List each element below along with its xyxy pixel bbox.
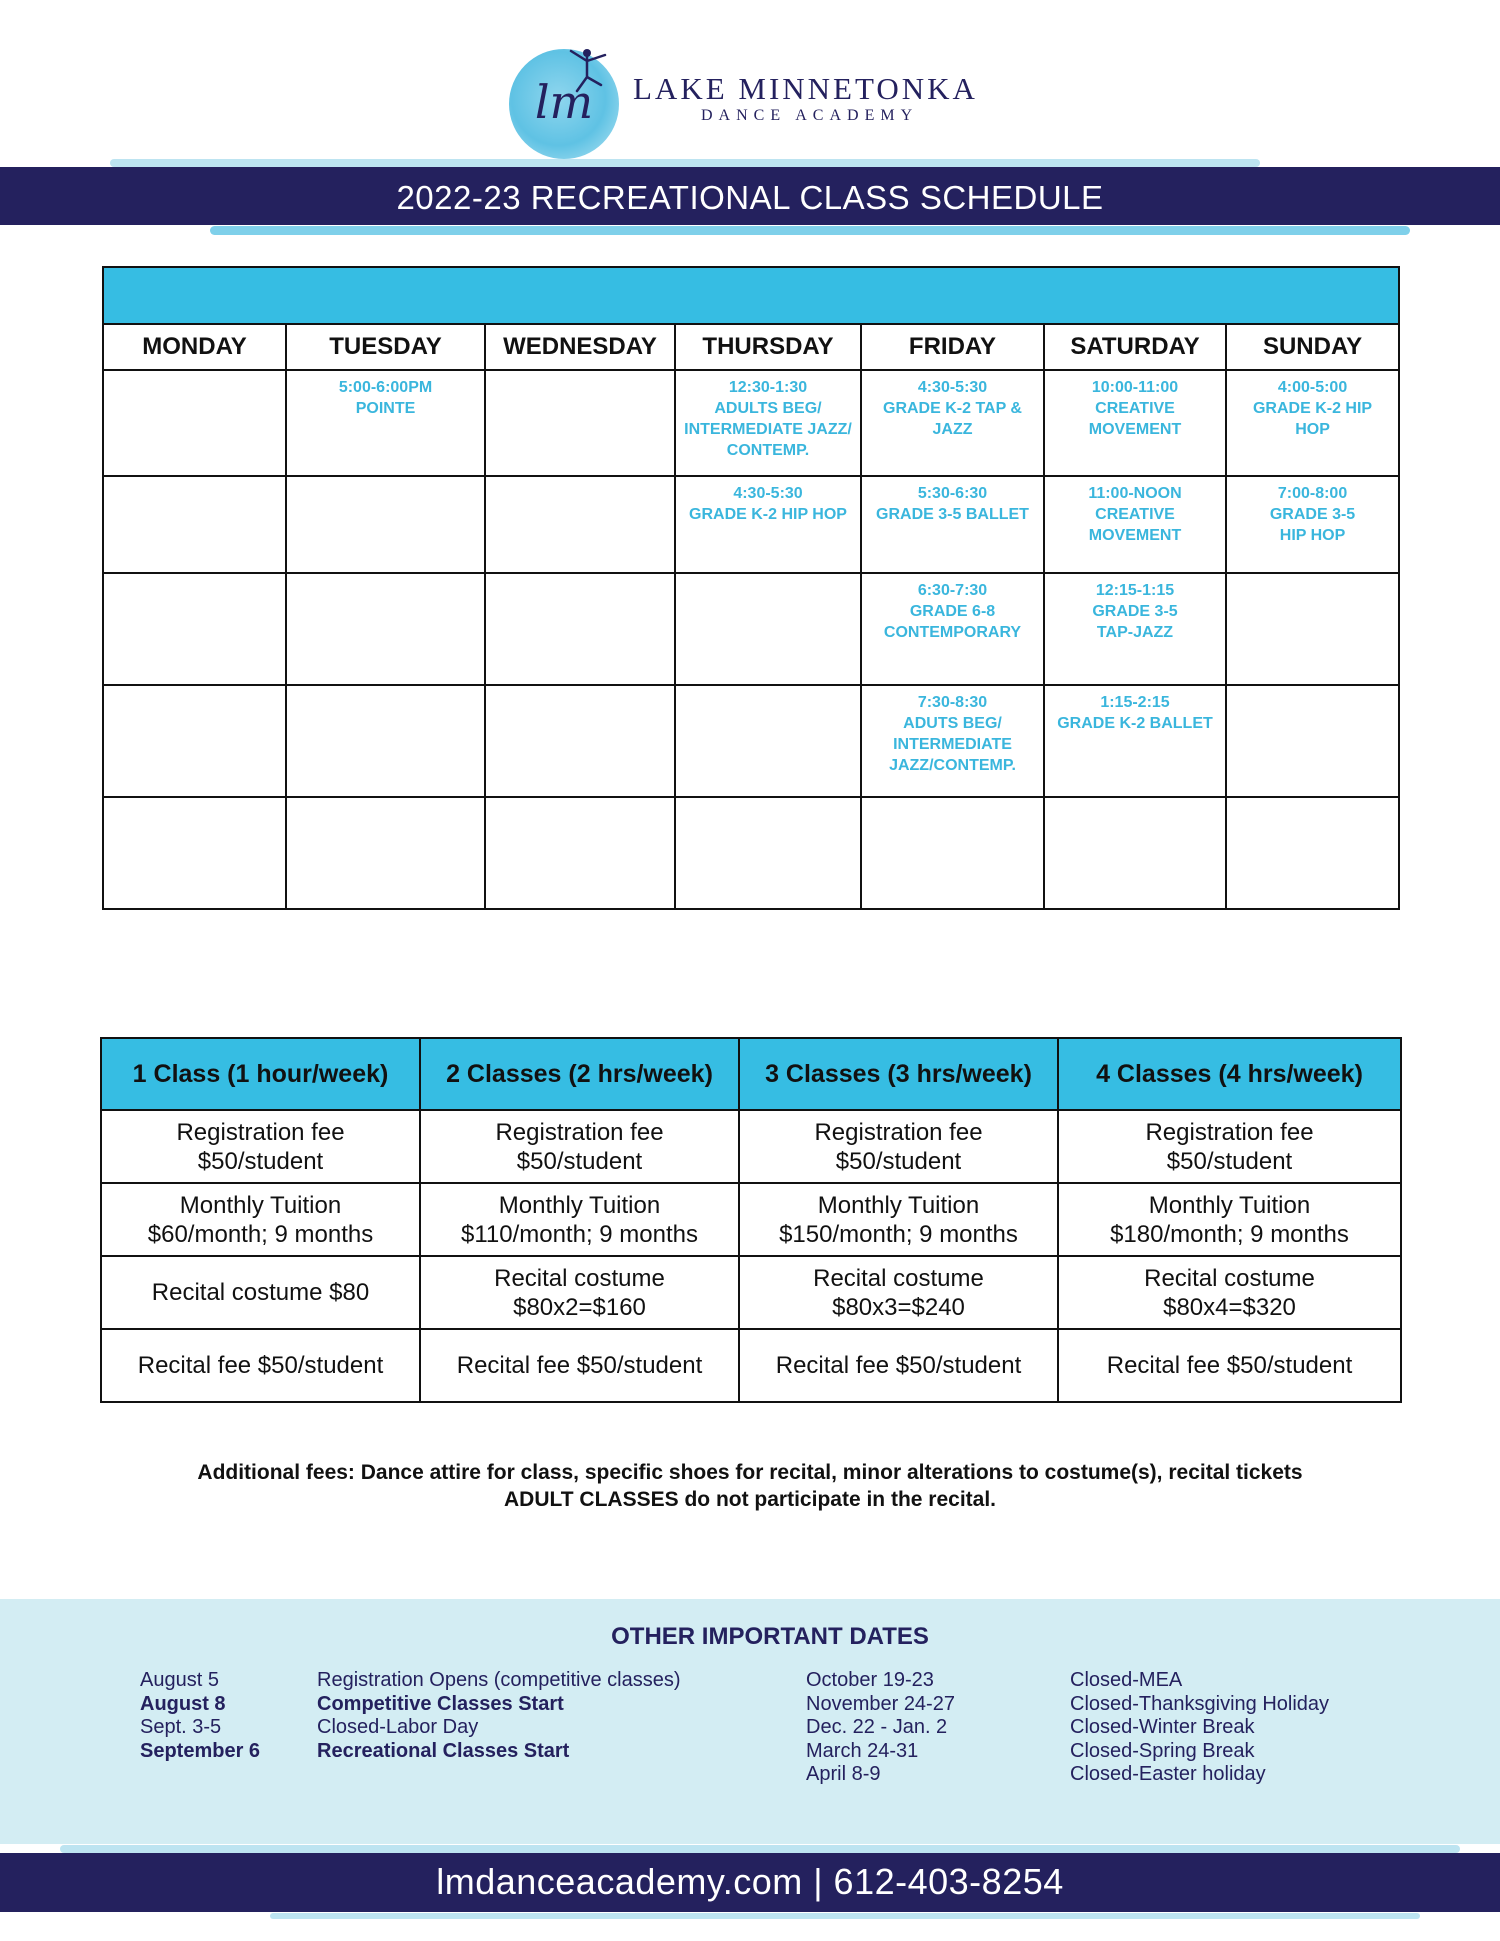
schedule-cell xyxy=(861,476,1044,573)
pricing-header: 2 Classes (2 hrs/week) xyxy=(420,1038,739,1110)
date-label: August 8 xyxy=(140,1692,226,1715)
schedule-cell xyxy=(1044,476,1226,573)
pricing-cell: Monthly Tuition $150/month; 9 months xyxy=(739,1183,1058,1256)
date-label: March 24-31 xyxy=(806,1739,919,1762)
schedule-cell xyxy=(103,370,286,476)
schedule-cell xyxy=(675,797,861,909)
date-label: April 8-9 xyxy=(806,1763,881,1786)
adult-classes-line: ADULT CLASSES do not participate in the recital. xyxy=(504,1488,996,1511)
pricing-cell: Recital costume $80x3=$240 xyxy=(739,1256,1058,1329)
schedule-row xyxy=(103,685,1399,797)
schedule-cell xyxy=(1226,476,1399,573)
schedule-row xyxy=(103,476,1399,573)
day-header-tuesday: TUESDAY xyxy=(286,324,485,370)
left-dates-column xyxy=(140,1669,260,1763)
class-entry: 5:00-6:00PM POINTE xyxy=(338,379,433,417)
schedule-cell xyxy=(286,797,485,909)
pricing-cell: Monthly Tuition $110/month; 9 months xyxy=(420,1183,739,1256)
schedule-cell xyxy=(286,685,485,797)
brush-stroke-bottom xyxy=(210,226,1410,235)
event-label: Closed-MEA xyxy=(1070,1669,1183,1691)
footer-contact: lmdanceacademy.com | 612-403-8254 xyxy=(436,1861,1064,1902)
pricing-cell: Recital fee $50/student xyxy=(101,1329,420,1402)
class-entry: 11:00-NOON CREATIVE MOVEMENT xyxy=(1088,485,1182,544)
class-entry: 12:30-1:30 ADULTS BEG/ INTERMEDIATE JAZZ/ CONTEMP. xyxy=(684,379,852,459)
schedule-cell xyxy=(1226,685,1399,797)
brush-stroke-footer-top xyxy=(60,1845,1460,1853)
schedule-cell xyxy=(861,573,1044,685)
pricing-cell: Recital fee $50/student xyxy=(1058,1329,1401,1402)
pricing-cell: Registration fee $50/student xyxy=(101,1110,420,1183)
schedule-cell xyxy=(103,685,286,797)
class-schedule-table xyxy=(102,266,1400,910)
pricing-cell: Monthly Tuition $180/month; 9 months xyxy=(1058,1183,1401,1256)
important-dates-title: OTHER IMPORTANT DATES xyxy=(611,1623,929,1650)
page-title: 2022-23 RECREATIONAL CLASS SCHEDULE xyxy=(396,179,1104,216)
class-entry: 6:30-7:30 GRADE 6-8 CONTEMPORARY xyxy=(883,582,1022,641)
brush-stroke-top xyxy=(110,159,1260,167)
schedule-cell xyxy=(861,685,1044,797)
logo-monogram: lm xyxy=(534,75,594,129)
pricing-cell: Recital costume $80x4=$320 xyxy=(1058,1256,1401,1329)
class-entry: 4:00-5:00 GRADE K-2 HIP HOP xyxy=(1252,379,1373,438)
schedule-cell xyxy=(1044,685,1226,797)
day-header-saturday: SATURDAY xyxy=(1044,324,1226,370)
schedule-cell xyxy=(675,476,861,573)
date-label: November 24-27 xyxy=(806,1692,955,1715)
event-label: Recreational Classes Start xyxy=(317,1739,570,1762)
logo-name: LAKE MINNETONKA xyxy=(633,71,978,106)
schedule-cell xyxy=(286,573,485,685)
schedule-cell xyxy=(861,797,1044,909)
schedule-cell xyxy=(1044,573,1226,685)
event-label: Registration Opens (competitive classes) xyxy=(317,1669,681,1691)
pricing-cell: Registration fee $50/student xyxy=(1058,1110,1401,1183)
schedule-cell xyxy=(675,573,861,685)
logo-subtitle: DANCE ACADEMY xyxy=(701,107,919,124)
class-entry: 4:30-5:30 GRADE K-2 HIP HOP xyxy=(689,485,847,523)
pricing-cell: Registration fee $50/student xyxy=(739,1110,1058,1183)
pricing-cell: Monthly Tuition $60/month; 9 months xyxy=(101,1183,420,1256)
day-header-thursday: THURSDAY xyxy=(675,324,861,370)
schedule-header-bar xyxy=(103,267,1399,324)
date-label: Dec. 22 - Jan. 2 xyxy=(806,1716,948,1739)
important-dates-panel xyxy=(0,1599,1500,1844)
brush-stroke-footer-bottom xyxy=(270,1913,1420,1919)
date-label: August 5 xyxy=(140,1669,219,1691)
pricing-row xyxy=(101,1329,1401,1402)
day-header-row xyxy=(103,324,1399,370)
schedule-cell xyxy=(485,370,675,476)
pricing-header-row xyxy=(101,1038,1401,1110)
event-label: Closed-Easter holiday xyxy=(1070,1763,1266,1786)
pricing-cell: Registration fee $50/student xyxy=(420,1110,739,1183)
day-header-wednesday: WEDNESDAY xyxy=(485,324,675,370)
schedule-cell xyxy=(286,370,485,476)
day-header-friday: FRIDAY xyxy=(861,324,1044,370)
schedule-row xyxy=(103,370,1399,476)
pricing-cell: Recital fee $50/student xyxy=(420,1329,739,1402)
event-label: Closed-Winter Break xyxy=(1070,1716,1255,1739)
schedule-cell xyxy=(103,573,286,685)
left-events-column xyxy=(317,1669,680,1763)
schedule-cell xyxy=(485,573,675,685)
date-label: Sept. 3-5 xyxy=(140,1716,222,1739)
pricing-header: 3 Classes (3 hrs/week) xyxy=(739,1038,1058,1110)
schedule-cell xyxy=(1226,573,1399,685)
right-dates-column xyxy=(806,1669,955,1787)
class-entry: 5:30-6:30 GRADE 3-5 BALLET xyxy=(876,485,1029,523)
schedule-cell xyxy=(485,685,675,797)
date-label: October 19-23 xyxy=(806,1669,934,1691)
schedule-cell xyxy=(1226,370,1399,476)
class-entry: 1:15-2:15 GRADE K-2 BALLET xyxy=(1057,694,1213,732)
schedule-cell xyxy=(1044,370,1226,476)
pricing-cell: Recital costume $80x2=$160 xyxy=(420,1256,739,1329)
pricing-row xyxy=(101,1183,1401,1256)
pricing-row xyxy=(101,1110,1401,1183)
class-entry: 7:00-8:00 GRADE 3-5 HIP HOP xyxy=(1269,485,1356,544)
pricing-table xyxy=(100,1037,1402,1403)
day-header-sunday: SUNDAY xyxy=(1226,324,1399,370)
schedule-cell xyxy=(103,476,286,573)
schedule-cell xyxy=(675,685,861,797)
right-events-column xyxy=(1070,1669,1329,1787)
event-label: Closed-Labor Day xyxy=(317,1716,479,1739)
schedule-cell xyxy=(675,370,861,476)
event-label: Closed-Thanksgiving Holiday xyxy=(1070,1692,1330,1715)
class-entry: 10:00-11:00 CREATIVE MOVEMENT xyxy=(1088,379,1182,438)
day-header-monday: MONDAY xyxy=(103,324,286,370)
schedule-cell xyxy=(485,797,675,909)
schedule-cell xyxy=(103,797,286,909)
academy-logo xyxy=(505,45,1005,155)
pricing-cell: Recital fee $50/student xyxy=(739,1329,1058,1402)
pricing-cell: Recital costume $80 xyxy=(101,1256,420,1329)
schedule-row xyxy=(103,573,1399,685)
additional-fees-note xyxy=(100,1459,1400,1513)
schedule-cell xyxy=(1044,797,1226,909)
schedule-cell xyxy=(1226,797,1399,909)
class-entry: 12:15-1:15 GRADE 3-5 TAP-JAZZ xyxy=(1092,582,1178,641)
pricing-header: 1 Class (1 hour/week) xyxy=(101,1038,420,1110)
class-entry: 7:30-8:30 ADUTS BEG/ INTERMEDIATE JAZZ/CONTEMP. xyxy=(889,694,1016,774)
schedule-row xyxy=(103,797,1399,909)
schedule-cell xyxy=(861,370,1044,476)
footer-band xyxy=(0,1853,1500,1912)
pricing-header: 4 Classes (4 hrs/week) xyxy=(1058,1038,1401,1110)
title-band xyxy=(0,167,1500,225)
schedule-cell xyxy=(286,476,485,573)
pricing-row xyxy=(101,1256,1401,1329)
additional-fees-line: Additional fees: Dance attire for class, specific shoes for recital, minor alterations to costume(s), recital tickets xyxy=(197,1461,1303,1484)
schedule-cell xyxy=(485,476,675,573)
date-label: September 6 xyxy=(140,1739,261,1762)
event-label: Closed-Spring Break xyxy=(1070,1739,1255,1762)
class-entry: 4:30-5:30 GRADE K-2 TAP & JAZZ xyxy=(883,379,1022,438)
event-label: Competitive Classes Start xyxy=(317,1692,564,1715)
